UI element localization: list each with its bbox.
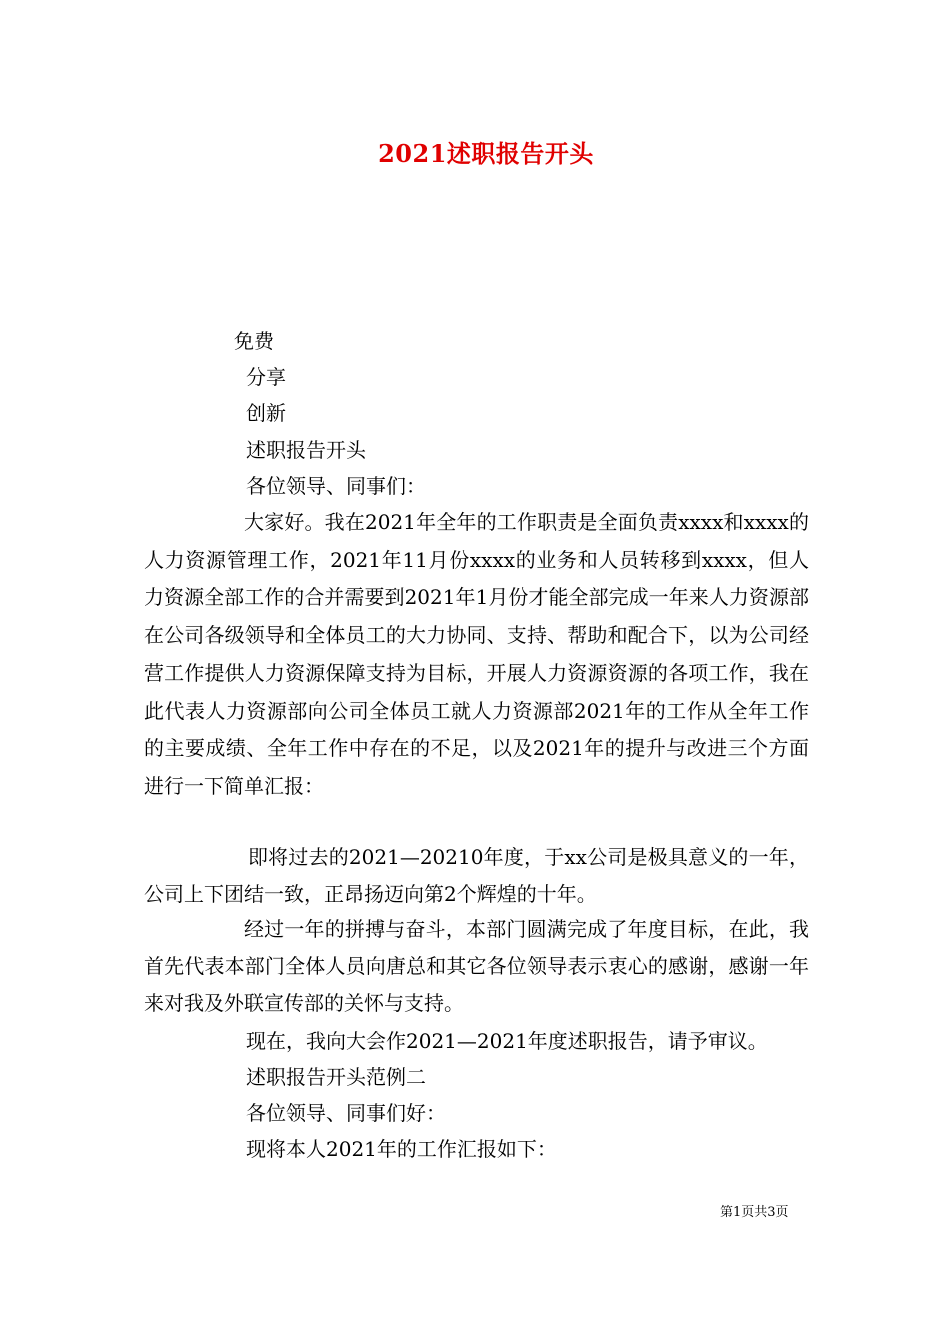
line-example-heading: 述职报告开头范例二 (246, 1065, 426, 1089)
line-innovate: 创新 (246, 401, 286, 425)
paragraph-1: 大家好。我在2021年全年的工作职责是全面负责xxxx和xxxx的人力资源管理工作，2021年11月份xxxx的业务和人员转移到xxxx，但人力资源全部工作的合并需要到2021年1月份才能全部完成一年来人力资源部在公司各级领导和全体员工的大力协同、支持、帮助和配合下，以为公司经营工作提供人力资源保障支持为目标，开展人力资源资源的各项工作，我在此代表人力资源部向公司全体员工就人力资源部2021年的工作从全年工作的主要成绩、全年工作中存在的不足，以及2021年的提升与改进三个方面进行一下简单汇报： (144, 510, 809, 798)
line-greeting: 各位领导、同事们： (246, 474, 426, 498)
line-share: 分享 (246, 365, 286, 389)
line-free: 免费 (234, 329, 274, 353)
document-title: 2021述职报告开头 (378, 139, 594, 168)
paragraph-3: 经过一年的拼搏与奋斗，本部门圆满完成了年度目标，在此，我首先代表本部门全体人员向唐总和其它各位领导表示衷心的感谢，感谢一年来对我及外联宣传部的关怀与支持。 (144, 917, 809, 1015)
line-heading: 述职报告开头 (246, 438, 366, 462)
line-report: 现在，我向大会作2021—2021年度述职报告，请予审议。 (246, 1029, 768, 1053)
line-greeting-2: 各位领导、同事们好： (246, 1101, 446, 1125)
line-intro: 现将本人2021年的工作汇报如下： (246, 1137, 557, 1161)
page-number: 第1页共3页 (720, 1205, 789, 1220)
paragraph-2: 即将过去的2021—20210年度，于xx公司是极具意义的一年，公司上下团结一致，正昂扬迈向第2个辉煌的十年。 (144, 845, 809, 906)
